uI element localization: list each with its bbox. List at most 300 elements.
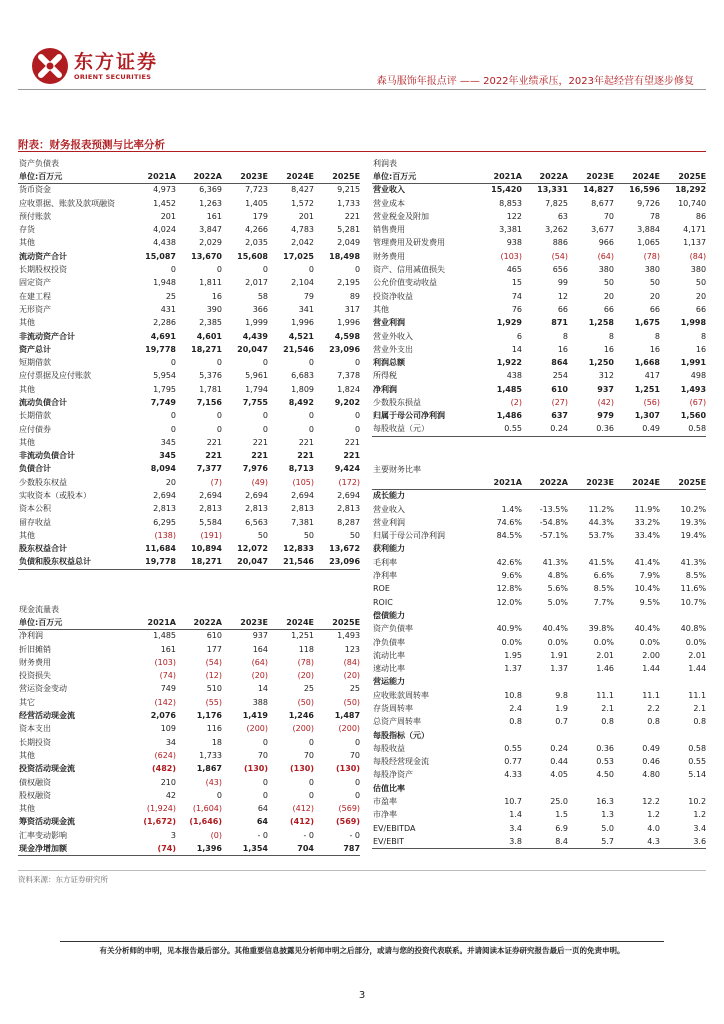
cell-value: 0.55 [476,423,522,436]
table-row [18,802,360,815]
cell-value: 15,420 [491,185,522,195]
cell-value: 864 [551,358,568,368]
cell-value [614,543,660,556]
row-label: 股东权益合计 [19,544,67,554]
cell-value: 4,598 [334,331,361,341]
table-title-row [372,157,706,170]
cell-value: 12.2 [642,797,660,807]
year-header: 2024E [614,170,660,183]
table-header-row [372,170,706,183]
cell-value: 0 [216,358,222,368]
cell-value: 5,954 [153,371,176,381]
cell-value: 0 [308,358,314,368]
cell-value: 164 [252,644,268,654]
table-row [372,676,706,689]
cell-value: 84.5% [496,531,522,541]
cell-value: (12) [205,671,222,681]
table-row [18,543,360,556]
cell-value: (200) [338,724,361,734]
cell-value: 8,094 [150,464,176,474]
cell-value: 16.3 [596,797,614,807]
cell-value: 15,608 [237,251,268,261]
cell-value: 161 [206,211,222,221]
cell-value: 0 [170,411,176,421]
cell-value: 40.8% [680,624,707,634]
cell-value [614,676,660,689]
cell-value: 3 [170,830,176,840]
cell-value: 2.1 [601,703,614,713]
cell-value: 2.4 [509,703,522,713]
cell-value: 20 [649,291,660,301]
table-row [372,795,706,808]
cell-value: 7,976 [242,464,268,474]
cell-value: 19.3% [680,517,707,527]
cell-value: 16 [695,344,707,354]
row-label: 营业税金及附加 [373,211,429,221]
cell-value: 10,740 [678,198,707,208]
cell-value: 76 [511,304,522,314]
cell-value: 12,072 [237,544,268,554]
cell-value: 4,266 [245,225,268,235]
year-header: 2025E [314,170,360,183]
cell-value: 20 [165,477,176,487]
cell-value: 380 [598,265,614,275]
cell-value: 0 [262,265,268,275]
cell-value: 8,287 [337,517,361,527]
cell-value: 1,493 [680,384,707,394]
cell-value: 3.6 [660,835,706,848]
row-label: 预付账款 [19,211,51,221]
table-row [18,683,360,696]
table-header-row [18,170,360,183]
cell-value: 179 [252,211,268,221]
cell-value: (50) [297,697,314,707]
table-row [18,776,360,789]
row-label: 营业利润 [373,318,405,328]
cell-value: 14 [511,344,522,354]
cell-value: 3,677 [591,225,614,235]
cell-value: 70 [349,750,361,760]
cell-value: 66 [603,304,614,314]
cell-value: 7.9% [639,571,660,581]
cell-value: 2,813 [291,504,314,514]
row-label: 营运资金变动 [19,684,67,694]
table-row [372,223,706,236]
cell-value: 0.58 [660,423,706,436]
table-row [372,303,706,316]
cell-value: 1,246 [288,711,314,721]
cell-value: 1,452 [153,198,176,208]
cell-value: (78) [643,251,660,261]
cell-value: 704 [268,842,314,855]
row-label: 营业利润 [373,517,405,527]
cell-value: 8,853 [499,198,522,208]
cell-value: 10.2% [680,504,707,514]
cell-value: 8.5% [593,584,614,594]
row-label: 经营活动现金流 [19,711,75,721]
cell-value: 18,498 [329,251,361,261]
cell-value: 1,929 [496,318,522,328]
cell-value: 221 [252,437,268,447]
year-header: 2021A [476,476,522,489]
cell-value: 938 [506,238,522,248]
row-label: 每股经营现金流 [373,757,429,767]
cell-value: 70 [257,750,268,760]
cell-value: 1.3 [601,810,614,820]
row-label: 投资活动现金流 [19,764,75,774]
row-label: EV/EBITDA [373,823,416,833]
cell-value: 15 [511,278,522,288]
cell-value: 16 [603,344,614,354]
cell-value: 1,263 [199,198,222,208]
table-row [372,356,706,369]
cell-value: (412) [289,817,314,827]
cell-value: 3.4 [509,823,522,833]
cell-value [660,543,706,556]
row-label: 利润总额 [373,358,405,368]
cell-value: 380 [644,265,660,275]
cell-value: 2,195 [337,278,361,288]
row-label: 股权融资 [19,790,51,800]
year-header: 2025E [660,170,706,183]
cell-value: 2,694 [199,491,222,501]
row-label: 其它 [19,697,35,707]
cell-value: 9,202 [334,397,361,407]
cell-value [660,729,706,742]
cell-value: 5.6% [547,584,568,594]
cell-value: 8,492 [288,397,314,407]
section-label: 偿债能力 [373,610,405,620]
row-label: 毛利率 [373,557,397,567]
cell-value: 510 [206,684,222,694]
cell-value: 25 [303,684,314,694]
cell-value: 1.46 [596,664,614,674]
table-row [18,223,360,236]
cell-value [476,490,522,503]
row-label: 长期股权投资 [19,265,67,275]
cell-value: 5,584 [199,517,222,527]
cell-value: 40.4% [634,624,660,634]
cell-value [614,490,660,503]
row-label: 营业外支出 [373,344,413,354]
table-row [18,197,360,210]
row-label: 实收资本（或股本） [19,491,91,501]
cell-value: 0.8 [693,717,707,727]
cell-value: 19,778 [130,556,176,569]
cell-value: 4,171 [683,225,707,235]
cell-value: 3,262 [545,225,568,235]
row-label: 资本支出 [19,724,51,734]
cell-value: 0.55 [504,743,522,753]
cell-value: 221 [206,437,222,447]
cell-value: 317 [344,304,361,314]
row-label: 无形资产 [19,304,51,314]
cell-value: 1.37 [550,664,568,674]
cell-value [522,782,568,795]
cell-value: 498 [690,371,707,381]
cell-value: 17,025 [283,251,314,261]
table-row [372,822,706,835]
cell-value: 1,733 [337,198,361,208]
cell-value: 0 [170,424,176,434]
row-label: 净负债率 [373,637,405,647]
cell-value: 3.8 [476,835,522,848]
row-label: 非流动负债合计 [19,451,75,461]
income-statement-table [372,157,706,437]
row-label: 现金净增加额 [18,842,130,855]
table-header-row [372,476,706,489]
table-title-row [372,463,706,476]
cell-value: 1.9 [555,703,568,713]
cell-value: 74.6% [496,517,522,527]
table-row [18,829,360,842]
cell-value [660,490,706,503]
year-header: 2022A [176,616,222,629]
cell-value: 5.0 [601,823,614,833]
cell-value: 937 [252,631,268,641]
table-row [372,636,706,649]
cell-value: 50 [649,278,660,288]
appendix-divider [18,151,706,152]
cell-value: 1,675 [634,318,660,328]
cell-value: 66 [695,304,707,314]
cell-value: 4.05 [550,770,568,780]
cell-value: 937 [597,384,614,394]
table-row [372,716,706,729]
cell-value: 40.4% [542,624,568,634]
cell-value: 14 [257,684,268,694]
cell-value [568,609,614,622]
row-label: 其他 [19,750,35,760]
cell-value: 8,677 [591,198,614,208]
cell-value: 2,017 [245,278,268,288]
cell-value: 9.5% [639,597,660,607]
cell-value: 1,258 [588,318,614,328]
cell-value: 0 [216,411,222,421]
cell-value: 4,783 [291,225,314,235]
cell-value: 221 [344,211,361,221]
table-row [372,583,706,596]
cell-value: -13.5% [539,504,568,514]
cell-value: 0 [308,790,314,800]
table-row [372,490,706,503]
cell-value: (1,672) [143,817,176,827]
table-row [372,184,706,197]
cell-value: (1,924) [146,804,176,814]
row-label: 留存收益 [19,517,51,527]
cell-value: (200) [292,724,314,734]
cell-value: 0 [308,424,314,434]
table-row [18,396,360,409]
cell-value: 33.4% [634,531,660,541]
cell-value: 1,065 [637,238,660,248]
cell-value: (103) [154,657,176,667]
row-label: 市盈率 [373,797,397,807]
cell-value [614,729,660,742]
year-header: 2023E [222,616,268,629]
row-label: 营业成本 [373,198,405,208]
row-label: 归属于母公司净利润 [373,411,445,421]
row-label: 应收票据、账款及款项融资 [19,198,115,208]
cell-value: 21,546 [283,344,314,354]
cell-value: 0 [354,777,361,787]
cell-value: 1.4% [501,504,522,514]
cell-value: 10.2 [688,797,707,807]
table-row [372,649,706,662]
unit-label: 单位:百万元 [372,170,476,183]
table-row [372,529,706,542]
cell-value: 2.2 [647,703,660,713]
cell-value: 50 [349,530,361,540]
section-label: 成长能力 [373,491,405,501]
balance-sheet-table [18,157,360,570]
cell-value: (1,604) [192,804,222,814]
cell-value: 18,292 [675,185,707,195]
cell-value: 4,691 [150,331,176,341]
cell-value: 0.46 [642,757,660,767]
cell-value: 1,795 [153,384,176,394]
cell-value: 0.44 [550,757,568,767]
cell-value: 0 [308,411,314,421]
cell-value: 10,894 [191,544,222,554]
cell-value: 388 [252,697,268,707]
cell-value: 4,439 [242,331,268,341]
table-row [372,396,706,409]
row-label: 资本公积 [19,504,51,514]
table-row [18,736,360,749]
table-row [372,769,706,782]
cell-value: (42) [597,397,614,407]
row-label: 管理费用及研发费用 [373,238,445,248]
section-label: 估值比率 [373,783,405,793]
row-label: ROE [373,584,390,594]
row-label: 投资损失 [19,671,51,681]
cell-value: 380 [690,265,707,275]
row-label: 每股收益（元） [372,423,476,436]
cell-value: 4,521 [288,331,314,341]
cell-value: 0 [170,358,176,368]
cell-value [614,609,660,622]
row-label: 营业外收入 [373,331,413,341]
table-row [18,669,360,682]
cell-value: 1,354 [222,842,268,855]
cell-value: 4.50 [596,770,614,780]
cell-value: 0.0% [501,637,522,647]
cell-value: 7,156 [196,397,222,407]
cell-value: 417 [644,371,660,381]
cell-value: 41.3% [680,557,707,567]
cell-value: -57.1% [539,531,568,541]
cell-value: 12.0% [496,597,522,607]
cell-value: (64) [251,657,268,667]
cell-value: (84) [689,251,707,261]
cell-value: (67) [689,397,707,407]
row-label: 折旧摊销 [19,644,51,654]
row-label: 应付票据及应付账款 [19,371,91,381]
table-row [18,643,360,656]
year-header: 2023E [568,476,614,489]
table-title: 主要财务比率 [373,464,421,474]
cell-value: 2,385 [199,318,222,328]
cell-value: (200) [246,724,268,734]
table-title: 利润表 [373,158,397,168]
cell-value: 70 [603,211,614,221]
cell-value: (74) [130,842,176,855]
cell-value: 19.4% [680,531,707,541]
cell-value: 1.91 [550,650,568,660]
row-label: 资产总计 [19,344,51,354]
table-row [18,356,360,369]
table-row [372,609,706,622]
table-row [372,742,706,755]
cell-value: 0.49 [614,423,660,436]
row-label: 其他 [19,318,35,328]
table-row [18,277,360,290]
cell-value: 431 [160,304,176,314]
cell-value: 2.01 [596,650,614,660]
cell-value: 11.6% [680,584,707,594]
cell-value: 0 [354,265,361,275]
cell-value: 6,683 [291,371,314,381]
cell-value: (49) [251,477,268,487]
table-row [372,543,706,556]
table-row [372,596,706,609]
cell-value: 123 [344,644,361,654]
row-label: 负债和股东权益总计 [18,556,130,569]
cell-value: 86 [695,211,707,221]
cell-value: 4.8% [547,571,568,581]
cell-value: (54) [551,251,568,261]
cell-value: 6.9 [555,823,568,833]
cell-value: 11.1 [596,690,614,700]
cell-value: 1,176 [196,711,222,721]
cell-value: 1,485 [153,631,176,641]
cell-value: 6,369 [199,185,222,195]
cell-value [522,609,568,622]
row-label: 少数股东权益 [19,477,67,487]
ratios-table [372,463,706,849]
cell-value: 787 [314,842,360,855]
cell-value: 8.5% [685,571,707,581]
cell-value: 41.5% [588,557,614,567]
cell-value: (412) [292,804,314,814]
cell-value: 50 [257,530,268,540]
cell-value: 0 [170,265,176,275]
cell-value: 41.3% [542,557,568,567]
row-label: 在建工程 [19,291,51,301]
cell-value: 7,825 [545,198,568,208]
cell-value: - 0 [303,830,314,840]
section-label: 获利能力 [373,544,405,554]
table-row [18,556,360,569]
cell-value: 39.8% [588,624,614,634]
cell-value: 122 [506,211,522,221]
row-label: 其他 [373,304,389,314]
cell-value: 1,405 [245,198,268,208]
cell-value: 1,996 [291,318,314,328]
cell-value: 25 [349,684,361,694]
cell-value: 2.01 [688,650,707,660]
cell-value [568,729,614,742]
cell-value: 4,973 [153,185,176,195]
row-label: 流动比率 [373,650,405,660]
cell-value: 5.0% [547,597,568,607]
cell-value: 4.3 [614,835,660,848]
cell-value: 0.8 [509,717,522,727]
cell-value: 42.6% [496,557,522,567]
cell-value: 966 [598,238,614,248]
cell-value: 2,076 [150,711,176,721]
